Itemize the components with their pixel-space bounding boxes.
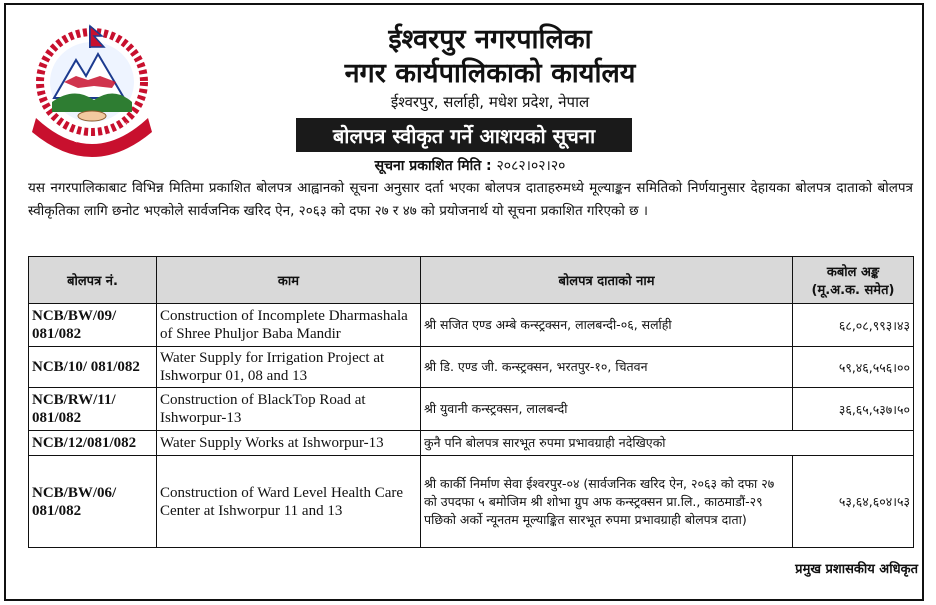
bid-number: NCB/10/ 081/082 xyxy=(29,347,157,388)
publication-date-value: २०८२।०२।२० xyxy=(496,158,566,174)
table-row xyxy=(29,456,914,548)
column-header-bid-no: बोलपत्र नं. xyxy=(29,257,157,304)
column-header-amount-line1: कबोल अङ्क xyxy=(826,265,880,280)
bidder-name: कुनै पनि बोलपत्र सारभूत रुपमा प्रभावग्राही नदेखिएको xyxy=(421,431,914,456)
publication-date xyxy=(320,157,620,175)
work-description: Construction of BlackTop Road at Ishworpur-13 xyxy=(157,388,421,431)
bid-amount: ५३,६४,६०४।५३ xyxy=(793,456,914,548)
nepal-emblem-icon xyxy=(24,20,160,160)
municipality-name: ईश्वरपुर नगरपालिका xyxy=(388,24,592,55)
table-row xyxy=(29,347,914,388)
work-description: Water Supply Works at Ishworpur-13 xyxy=(157,431,421,456)
office-address: ईश्वरपुर, सर्लाही, मधेश प्रदेश, नेपाल xyxy=(390,93,590,111)
bid-number: NCB/12/081/082 xyxy=(29,431,157,456)
column-header-bidder: बोलपत्र दाताको नाम xyxy=(421,257,793,304)
bid-number: NCB/BW/09/ 081/082 xyxy=(29,304,157,347)
publication-date-label: सूचना प्रकाशित मिति : xyxy=(374,158,492,174)
bidder-name: श्री कार्की निर्माण सेवा ईश्वरपुर-०४ (सार्वजनिक खरिद ऐन, २०६३ को दफा २७ को उपदफा ५ बमोजिम श्री शोभा ग्रुप अफ कन्स्ट्रक्सन प्रा.लि., काठमाडौं-२९ पछिको अर्को न्यूनतम मूल्याङ्कित सारभूत रुपमा प्रभावग्राही बोलपत्र दाता) xyxy=(421,456,793,548)
work-description: Water Supply for Irrigation Project at Ishworpur 01, 08 and 13 xyxy=(157,347,421,388)
bid-amount: ६८,०८,९९३।४३ xyxy=(793,304,914,347)
bidder-name: श्री युवानी कन्स्ट्रक्सन, लालबन्दी xyxy=(421,388,793,431)
bid-amount: ३६,६५,५३७।५० xyxy=(793,388,914,431)
work-description: Construction of Ward Level Health Care Center at Ishworpur 11 and 13 xyxy=(157,456,421,548)
bid-number: NCB/BW/06/ 081/082 xyxy=(29,456,157,548)
table-row xyxy=(29,431,914,456)
work-description: Construction of Incomplete Dharmashala of Shree Phuljor Baba Mandir xyxy=(157,304,421,347)
column-header-amount-line2: (मू.अ.क. समेत) xyxy=(811,283,895,298)
tender-approval-table xyxy=(28,256,914,548)
office-name: नगर कार्यपालिकाको कार्यालय xyxy=(344,58,636,89)
emblem-motto: जननी जन्मभूमिश्च स्वर्गादपि गरीयसी xyxy=(47,118,133,146)
column-header-amount xyxy=(793,257,914,304)
bid-number: NCB/RW/11/ 081/082 xyxy=(29,388,157,431)
table-row xyxy=(29,388,914,431)
signatory-title: प्रमुख प्रशासकीय अधिकृत xyxy=(795,562,918,577)
table-row xyxy=(29,304,914,347)
bidder-name: श्री डि. एण्ड जी. कन्स्ट्रक्सन, भरतपुर-१०, चितवन xyxy=(421,347,793,388)
bid-amount: ५९,४६,५५६।०० xyxy=(793,347,914,388)
table-header-row xyxy=(29,257,914,304)
notice-title-banner: बोलपत्र स्वीकृत गर्ने आशयको सूचना xyxy=(296,118,632,152)
column-header-work: काम xyxy=(157,257,421,304)
notice-intro-paragraph: यस नगरपालिकाबाट विभिन्न मितिमा प्रकाशित बोलपत्र आह्वानको सूचना अनुसार दर्ता भएका बोलपत्र दाताहरुमध्ये मूल्याङ्कन समितिको निर्णयानुसार देहायका बोलपत्र दाताको बोलपत्र स्वीकृतिका लागि छनोट भएकोले सार्वजनिक खरिद ऐन, २०६३ को दफा २७ र ४७ को प्रयोजनार्थ यो सूचना प्रकाशित गरिएको छ । xyxy=(28,180,913,219)
bidder-name: श्री सजित एण्ड अम्बे कन्स्ट्रक्सन, लालबन्दी-०६, सर्लाही xyxy=(421,304,793,347)
